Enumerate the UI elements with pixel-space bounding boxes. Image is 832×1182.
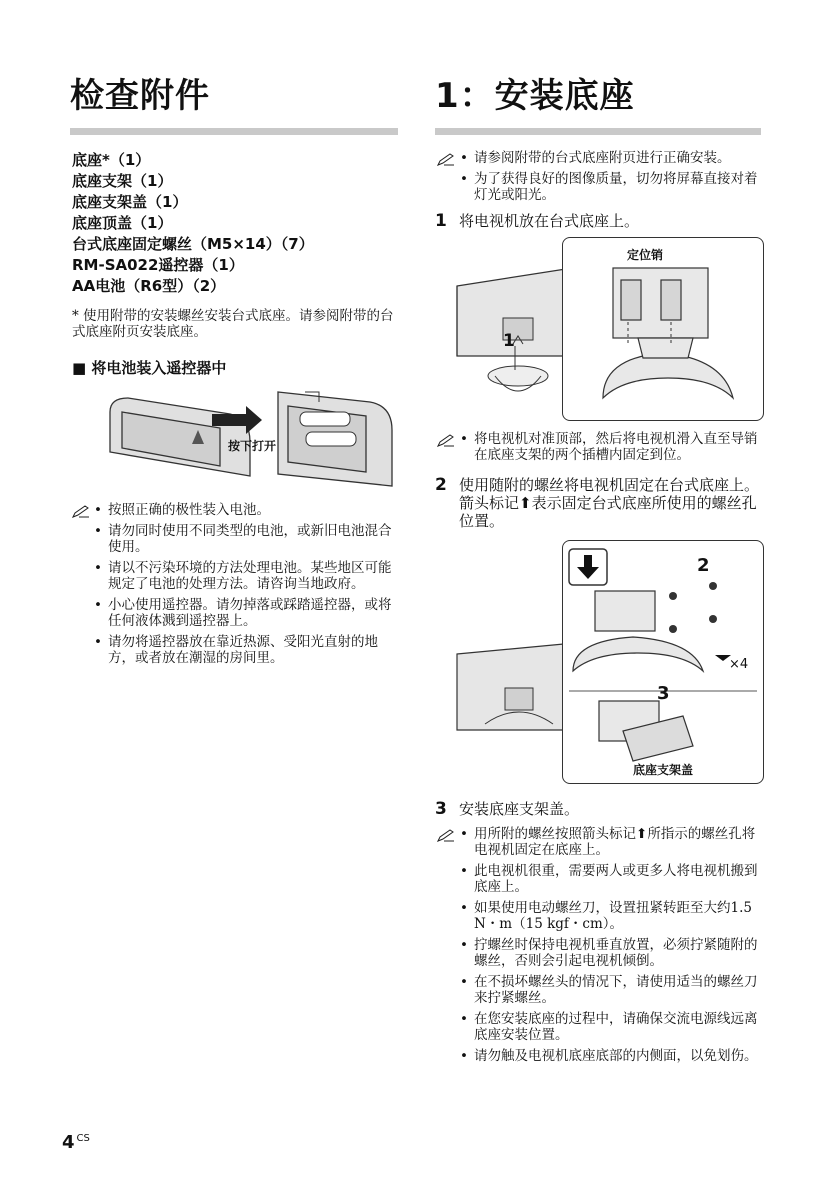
step-text [435, 476, 763, 530]
screw-count: ×4 [729, 657, 749, 672]
figure-number: 3 [657, 683, 670, 704]
pencil-note-icon [437, 153, 455, 167]
list-item: • 请以不污染环境的方法处理电池。某些地区可能规定了电池的处理方法。请咨询当地政府。 [92, 560, 400, 592]
note-text-part: 所指示的螺丝孔将电视机固定在底座上。 [474, 826, 756, 858]
title-rule [70, 128, 398, 135]
accessory-item: 底座支架（1） [72, 172, 173, 190]
step-text: 安装底座支架盖。 [459, 800, 580, 818]
accessory-item: 底座支架盖（1） [72, 193, 188, 211]
list-item: • 小心使用遥控器。请勿掉落或踩踏遥控器，或将任何液体溅到遥控器上。 [92, 597, 400, 629]
page-number-value: 4 [62, 1132, 75, 1153]
title-rule [435, 128, 761, 135]
pencil-note-icon [437, 829, 455, 843]
list-item: • 在不损坏螺丝头的情况下，请使用适当的螺丝刀来拧紧螺丝。 [458, 974, 762, 1006]
step-number: 3 [435, 799, 447, 819]
list-item: • 请勿将遥控器放在靠近热源、受阳光直射的地方，或者放在潮湿的房间里。 [92, 634, 400, 666]
language-code: CS [76, 1133, 90, 1144]
step-1 [435, 212, 761, 230]
list-item: • 请勿同时使用不同类型的电池，或新旧电池混合使用。 [92, 523, 400, 555]
step3-notes-list [458, 826, 762, 1069]
pencil-note-icon [437, 434, 455, 448]
step-2 [435, 476, 763, 530]
list-item [458, 826, 762, 858]
accessory-item: RM-SA022遥控器（1） [72, 256, 244, 274]
step-text-part: 使用随附的螺丝将电视机固定在台式底座上。箭头标记 [459, 476, 760, 512]
stand-detail-drawing [563, 238, 763, 420]
list-item: • 请参阅附带的台式底座附页进行正确安装。 [458, 150, 762, 166]
battery-heading: ■ 将电池装入遥控器中 [72, 359, 227, 377]
step-number: 2 [435, 475, 447, 495]
accessory-item: AA电池（R6型）（2） [72, 277, 226, 295]
list-item: • 按照正确的极性装入电池。 [92, 502, 400, 518]
page-title-install-stand: 1：安装底座 [435, 76, 635, 116]
list-item: • 将电视机对准顶部，然后将电视机滑入直至导销在底座支架的两个插槽内固定到位。 [458, 431, 762, 463]
arrow-up-mark-icon: ⬆ [519, 494, 532, 512]
step2-detail-box [562, 540, 764, 784]
accessory-item: 底座顶盖（1） [72, 214, 173, 232]
top-notes-list [458, 150, 762, 208]
step-text: 将电视机放在台式底座上。 [459, 212, 640, 230]
step1-notes-list [458, 431, 762, 468]
list-item: • 在您安装底座的过程中，请确保交流电源线远离底座安装位置。 [458, 1011, 762, 1043]
figure-number: 2 [697, 555, 710, 576]
battery-notes-list [92, 502, 400, 671]
footnote: * 使用附带的安装螺丝安装台式底座。请参阅附带的台式底座附页安装底座。 [72, 308, 394, 340]
arrow-up-mark-icon: ⬆ [636, 826, 648, 842]
page-title-accessories: 检查附件 [70, 76, 210, 116]
press-open-label: 按下打开 [228, 439, 277, 453]
list-item: • 请勿触及电视机底座底部的内侧面，以免划伤。 [458, 1048, 762, 1064]
step1-detail-box [562, 237, 764, 421]
figure-number: 1 [503, 331, 515, 351]
step-text-part: 表示固定台式底座所使用的螺丝孔位置。 [459, 494, 757, 530]
stand-cover-label: 底座支架盖 [633, 763, 694, 777]
note-text-part: 用所附的螺丝按照箭头标记 [474, 826, 636, 842]
list-item: • 为了获得良好的图像质量，切勿将屏幕直接对着灯光或阳光。 [458, 171, 762, 203]
accessory-list [72, 150, 402, 297]
step-number: 1 [435, 211, 447, 231]
list-item: • 此电视机很重，需要两人或更多人将电视机搬到底座上。 [458, 863, 762, 895]
list-item: • 拧螺丝时保持电视机垂直放置，必须拧紧随附的螺丝，否则会引起电视机倾倒。 [458, 937, 762, 969]
accessory-item: 底座*（1） [72, 151, 151, 169]
page-number [62, 1132, 90, 1153]
step-3 [435, 800, 761, 818]
positioning-pin-label: 定位销 [627, 248, 664, 262]
pencil-note-icon [72, 505, 90, 519]
list-item: • 如果使用电动螺丝刀，设置扭紧转距至大约1.5 N・m（15 kgf・cm）。 [458, 900, 762, 932]
accessory-item: 台式底座固定螺丝（M5×14）（7） [72, 235, 314, 253]
